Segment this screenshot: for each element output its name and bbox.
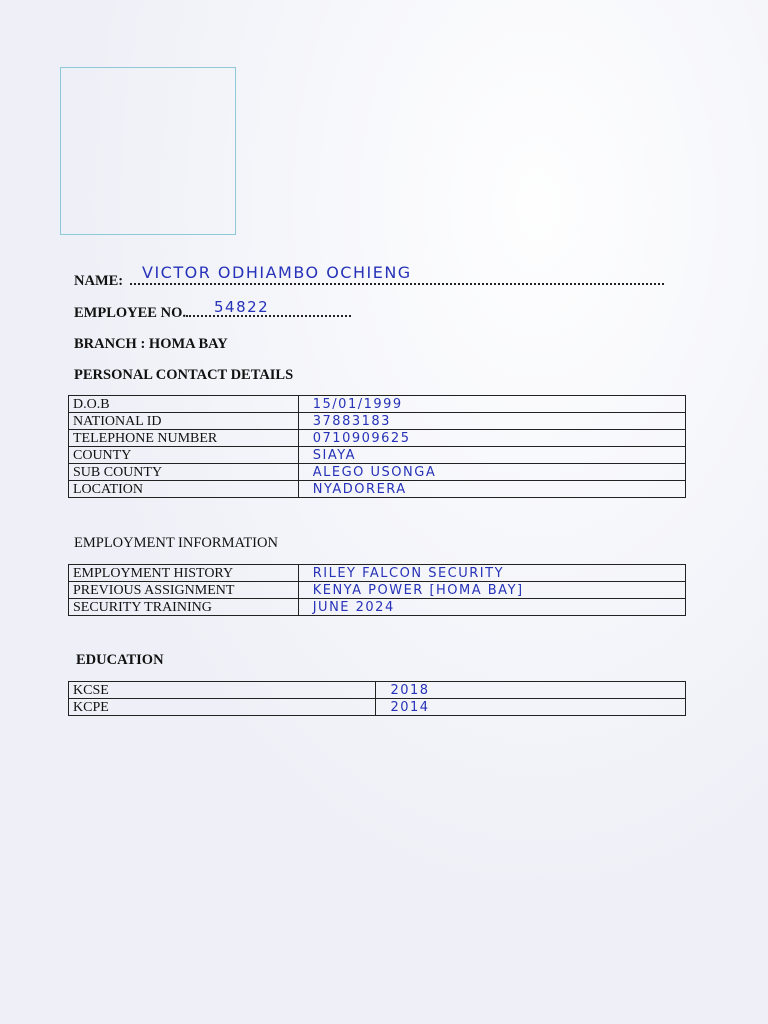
table-row — [69, 699, 686, 716]
row-value: JUNE 2024 — [298, 599, 685, 616]
row-value: 2014 — [376, 699, 686, 716]
row-value: ALEGO USONGA — [298, 464, 685, 481]
row-value: 0710909625 — [298, 430, 685, 447]
table-row — [69, 565, 686, 582]
name-dotted-line — [130, 283, 664, 285]
name-value: VICTOR ODHIAMBO OCHIENG — [142, 263, 412, 282]
employee-no-label: EMPLOYEE NO. — [74, 305, 186, 321]
row-label: SECURITY TRAINING — [69, 599, 299, 616]
education-table — [68, 681, 686, 716]
row-value: 15/01/1999 — [298, 396, 685, 413]
row-label: TELEPHONE NUMBER — [69, 430, 299, 447]
row-label: KCSE — [69, 682, 376, 699]
branch-label: BRANCH : HOMA BAY — [74, 336, 228, 352]
personal-contact-title: PERSONAL CONTACT DETAILS — [74, 367, 294, 383]
row-label: PREVIOUS ASSIGNMENT — [69, 582, 299, 599]
row-value: 37883183 — [298, 413, 685, 430]
row-value: SIAYA — [298, 447, 685, 464]
personal-contact-table — [68, 395, 686, 498]
row-label: COUNTY — [69, 447, 299, 464]
name-label: NAME: — [74, 273, 124, 289]
row-label: NATIONAL ID — [69, 413, 299, 430]
table-row — [69, 682, 686, 699]
row-value: KENYA POWER [HOMA BAY] — [298, 582, 685, 599]
table-row — [69, 464, 686, 481]
table-row — [69, 396, 686, 413]
table-row — [69, 430, 686, 447]
education-title: EDUCATION — [76, 652, 164, 668]
row-label: EMPLOYMENT HISTORY — [69, 565, 299, 582]
table-row — [69, 447, 686, 464]
employment-info-title: EMPLOYMENT INFORMATION — [74, 535, 278, 551]
passport-photo-box — [60, 67, 236, 235]
row-label: LOCATION — [69, 481, 299, 498]
row-value: RILEY FALCON SECURITY — [298, 565, 685, 582]
row-label: SUB COUNTY — [69, 464, 299, 481]
row-value: NYADORERA — [298, 481, 685, 498]
row-label: KCPE — [69, 699, 376, 716]
employment-info-table — [68, 564, 686, 616]
employee-no-value: 54822 — [214, 298, 270, 316]
table-row — [69, 599, 686, 616]
row-value: 2018 — [376, 682, 686, 699]
table-row — [69, 413, 686, 430]
row-label: D.O.B — [69, 396, 299, 413]
table-row — [69, 582, 686, 599]
table-row — [69, 481, 686, 498]
